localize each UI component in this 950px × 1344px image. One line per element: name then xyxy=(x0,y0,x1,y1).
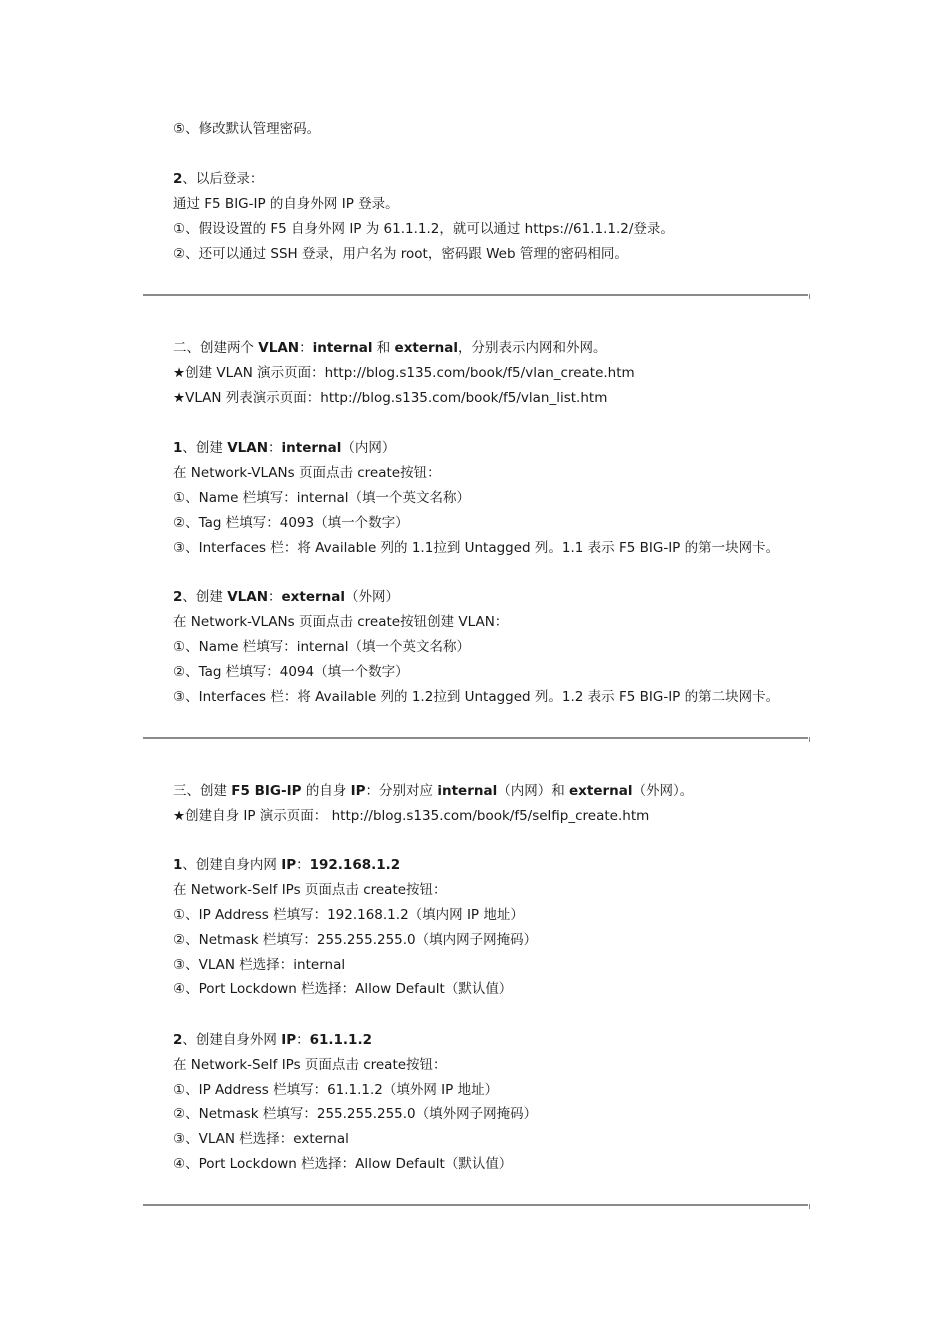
body-text: ③、Interfaces 栏：将 Available 列的 1.1拉到 Untagged 列。1.1 表示 F5 BIG-IP 的第一块网卡。 xyxy=(173,540,780,556)
heading-bold: IP xyxy=(281,1032,297,1048)
heading-part: ： xyxy=(268,589,282,605)
heading-part: （外网）。 xyxy=(632,783,694,799)
body-text: ③、VLAN 栏选择：external xyxy=(173,1131,349,1147)
section-divider xyxy=(143,294,808,296)
heading-part: （外网） xyxy=(344,589,399,605)
demo-link-text: ★创建 VLAN 演示页面：http://blog.s135.com/book/f5/vlan_create.htm xyxy=(173,365,635,381)
heading-bold: external xyxy=(569,783,633,799)
body-text: 在 Network-Self IPs 页面点击 create按钮： xyxy=(173,1057,447,1073)
heading-bold: internal xyxy=(437,783,498,799)
subsection-number: 1 xyxy=(173,440,183,456)
heading-bold: VLAN xyxy=(258,340,300,356)
heading-part: ：分别对应 xyxy=(365,783,438,799)
heading-bold: external xyxy=(281,589,345,605)
section-heading xyxy=(173,782,693,800)
heading-part: 二、创建两个 xyxy=(173,340,259,356)
body-text: ①、Name 栏填写：internal（填一个英文名称） xyxy=(173,639,471,655)
heading-bold: internal xyxy=(312,340,373,356)
body-text: ②、Tag 栏填写：4094（填一个数字） xyxy=(173,664,409,680)
heading-part: ： xyxy=(299,340,313,356)
section-divider xyxy=(143,1204,808,1206)
step-5-text: ⑤、修改默认管理密码。 xyxy=(173,121,321,137)
demo-link-text: ★VLAN 列表演示页面：http://blog.s135.com/book/f5/vlan_list.htm xyxy=(173,390,608,406)
body-text: ②、Tag 栏填写：4093（填一个数字） xyxy=(173,515,409,531)
body-text: 在 Network-VLANs 页面点击 create按钮创建 VLAN： xyxy=(173,614,509,630)
heading-part: （内网）和 xyxy=(497,783,569,799)
body-text: ④、Port Lockdown 栏选择：Allow Default（默认值） xyxy=(173,1156,513,1172)
subsection-heading xyxy=(173,439,395,457)
heading-part: ： xyxy=(296,857,310,873)
subsection-number: 2 xyxy=(173,589,183,605)
body-text: ③、Interfaces 栏：将 Available 列的 1.2拉到 Untagged 列。1.2 表示 F5 BIG-IP 的第二块网卡。 xyxy=(173,689,780,705)
heading-part: ： xyxy=(296,1032,310,1048)
body-text: ①、IP Address 栏填写：192.168.1.2（填内网 IP 地址） xyxy=(173,907,524,923)
heading-part: 三、创建 xyxy=(173,783,232,799)
body-text: ①、假设设置的 F5 自身外网 IP 为 61.1.1.2，就可以通过 https://61.1.1.2/登录。 xyxy=(173,221,674,237)
demo-link-text: ★创建自身 IP 演示页面： http://blog.s135.com/book/f5/selfip_create.htm xyxy=(173,808,650,824)
subsection-heading xyxy=(173,588,399,606)
heading-bold: 192.168.1.2 xyxy=(309,857,401,873)
body-text: ③、VLAN 栏选择：internal xyxy=(173,957,346,973)
heading-part: ，分别表示内网和外网。 xyxy=(458,340,607,356)
section-divider xyxy=(143,737,808,739)
heading-bold: 61.1.1.2 xyxy=(309,1032,372,1048)
subsection-number: 2 xyxy=(173,1032,183,1048)
heading-bold: IP xyxy=(281,857,297,873)
subsection-number: 1 xyxy=(173,857,183,873)
body-text: ②、还可以通过 SSH 登录，用户名为 root，密码跟 Web 管理的密码相同。 xyxy=(173,246,628,262)
heading-bold: F5 BIG-IP xyxy=(231,783,302,799)
body-text: ②、Netmask 栏填写：255.255.255.0（填内网子网掩码） xyxy=(173,932,538,948)
subsection-heading xyxy=(173,1031,372,1049)
heading-part: 、创建自身外网 xyxy=(182,1032,282,1048)
body-text: ①、IP Address 栏填写：61.1.1.2（填外网 IP 地址） xyxy=(173,1082,499,1098)
section-heading xyxy=(173,339,607,357)
body-text: 通过 F5 BIG-IP 的自身外网 IP 登录。 xyxy=(173,196,399,212)
heading-part: 和 xyxy=(372,340,395,356)
heading-bold: IP xyxy=(350,783,366,799)
heading-part: 、创建 xyxy=(182,589,228,605)
subsection-heading xyxy=(173,170,263,188)
heading-part: 、创建自身内网 xyxy=(182,857,282,873)
heading-part: ： xyxy=(268,440,282,456)
subsection-title: 、以后登录： xyxy=(182,171,264,187)
heading-bold: internal xyxy=(281,440,342,456)
heading-part: （内网） xyxy=(341,440,396,456)
subsection-heading xyxy=(173,856,400,874)
heading-bold: external xyxy=(394,340,459,356)
body-text: ②、Netmask 栏填写：255.255.255.0（填外网子网掩码） xyxy=(173,1106,538,1122)
subsection-number: 2 xyxy=(173,171,183,187)
body-text: 在 Network-Self IPs 页面点击 create按钮： xyxy=(173,882,447,898)
heading-part: 、创建 xyxy=(182,440,228,456)
body-text: ④、Port Lockdown 栏选择：Allow Default（默认值） xyxy=(173,981,513,997)
body-text: ①、Name 栏填写：internal（填一个英文名称） xyxy=(173,490,471,506)
body-text: 在 Network-VLANs 页面点击 create按钮： xyxy=(173,465,441,481)
heading-part: 的自身 xyxy=(301,783,351,799)
heading-bold: VLAN xyxy=(227,440,268,456)
heading-bold: VLAN xyxy=(227,589,268,605)
